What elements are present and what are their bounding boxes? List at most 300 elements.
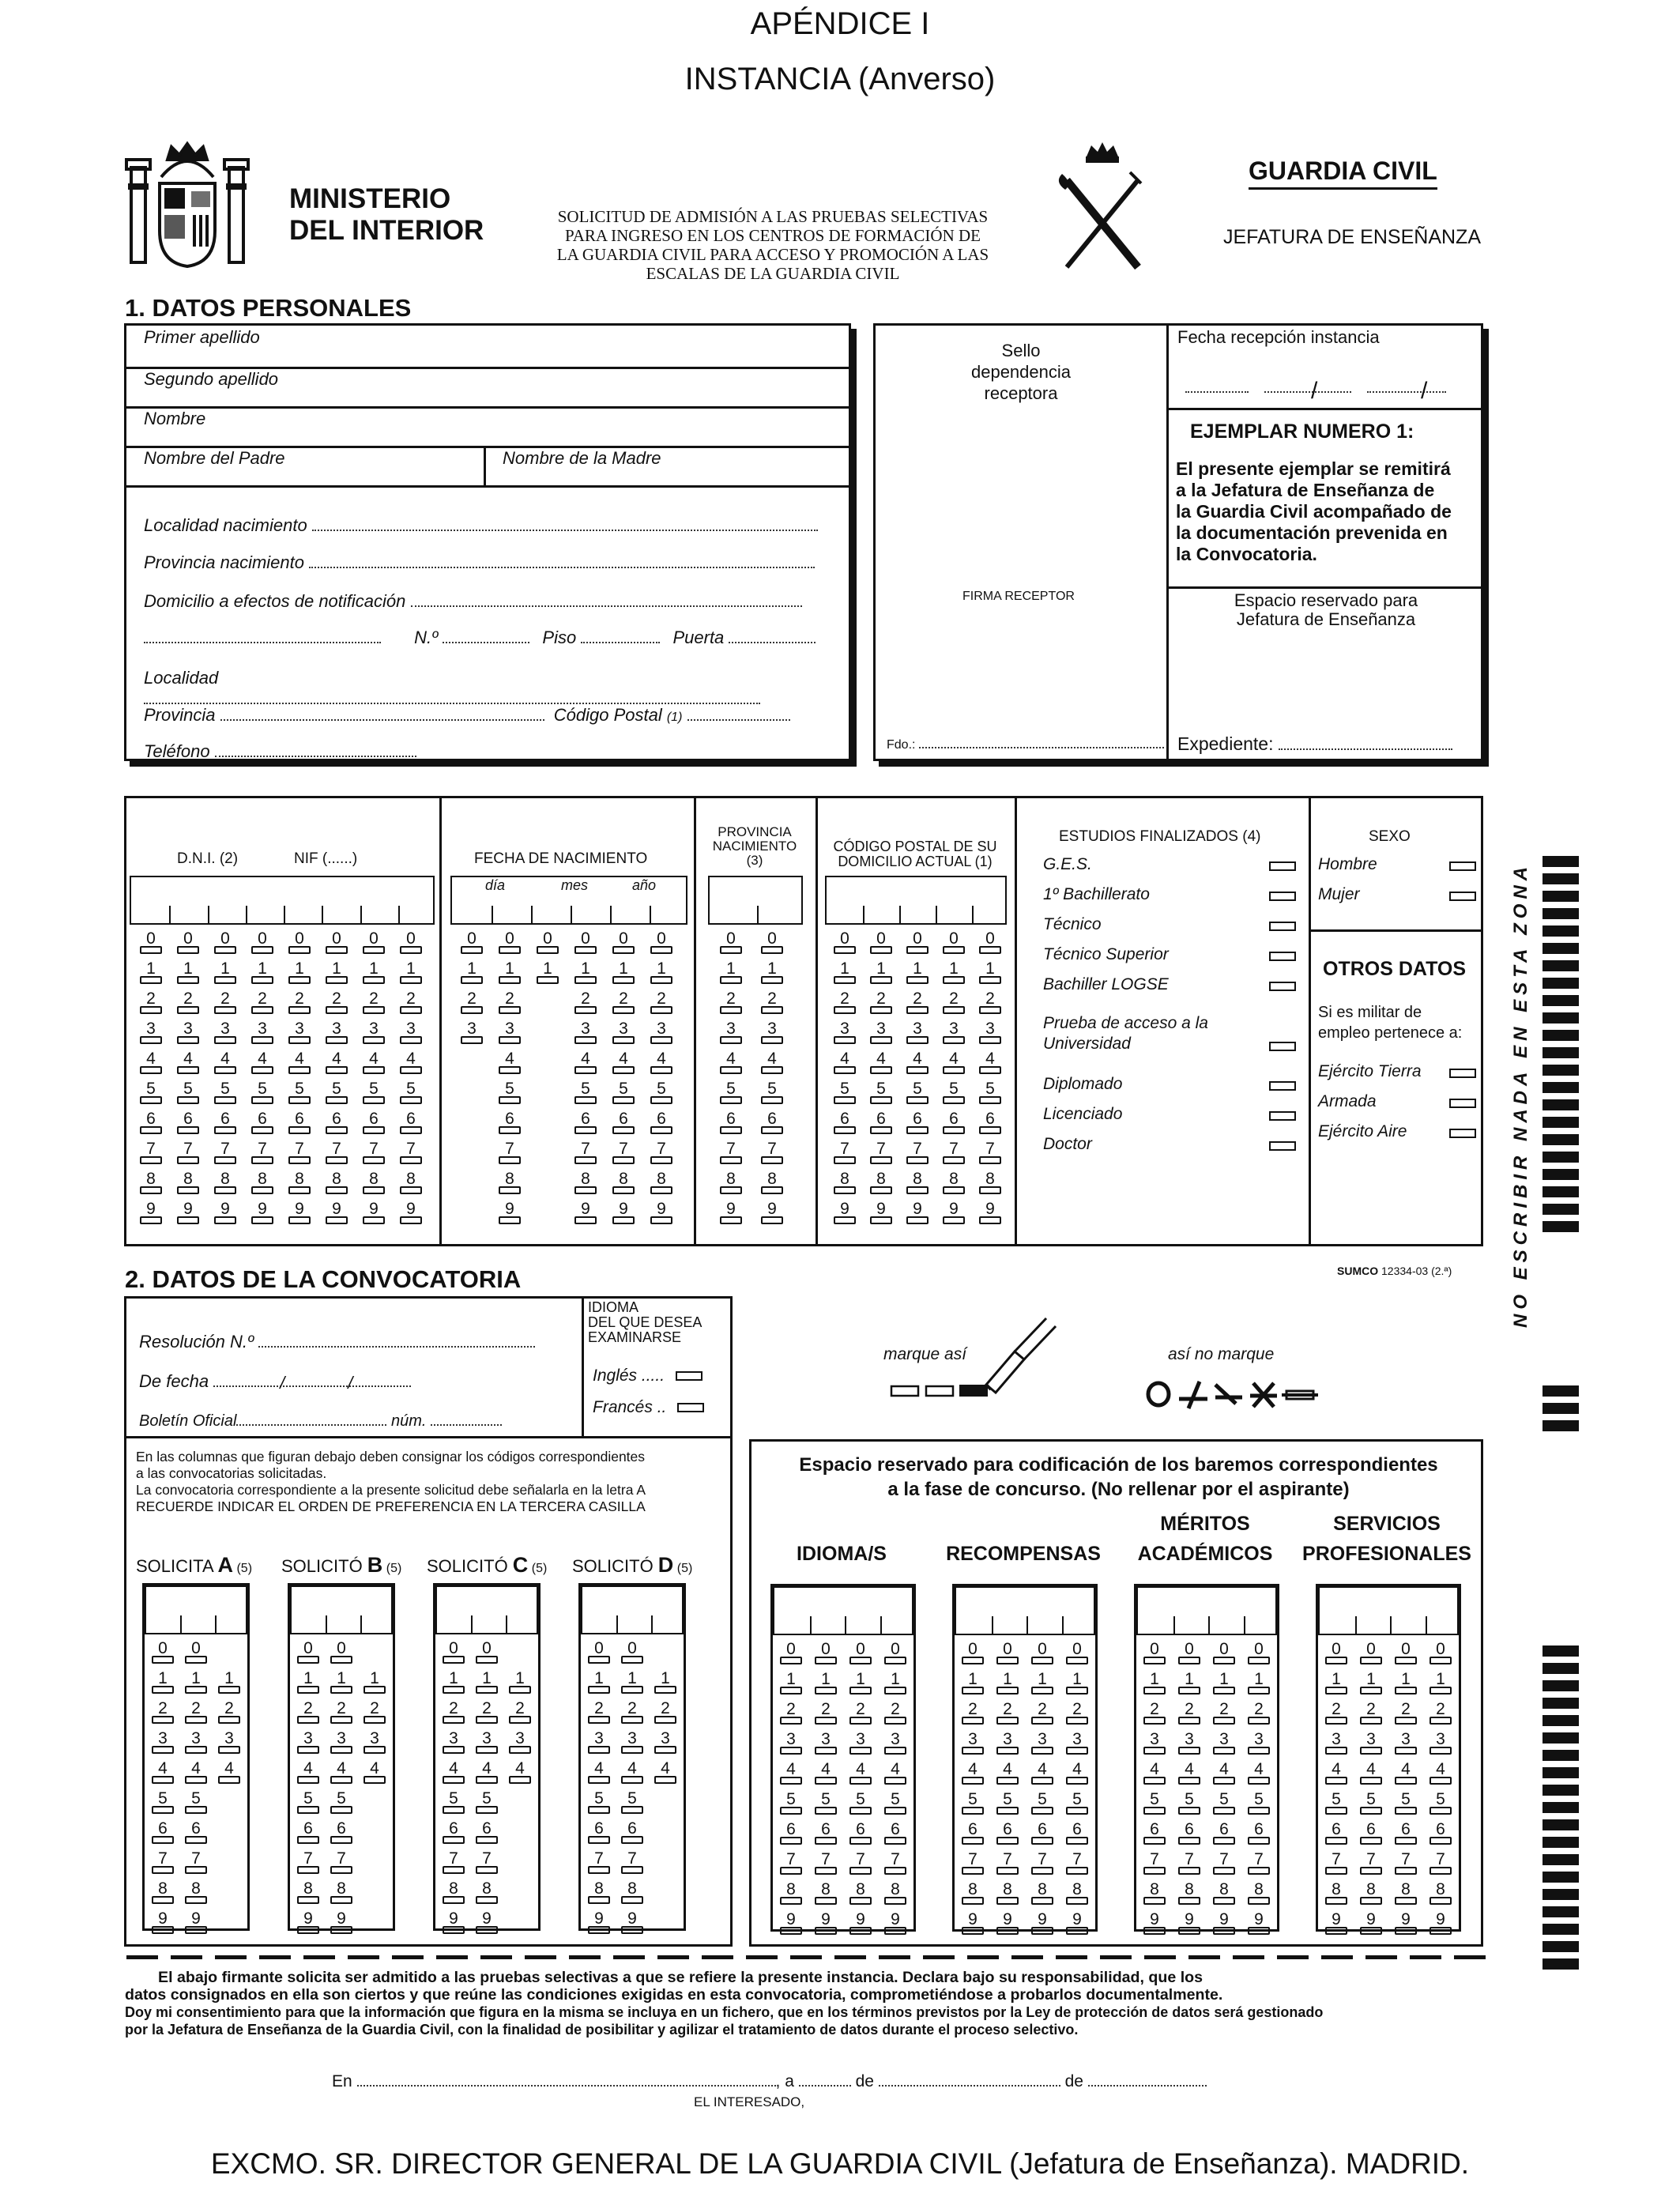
bubble-mark-box[interactable]: [574, 1216, 597, 1224]
omr-bubble-1[interactable]: [759, 961, 785, 986]
bubble-mark-box[interactable]: [884, 1897, 906, 1905]
omr-bubble-7[interactable]: [323, 1141, 350, 1167]
omr-bubble-9[interactable]: [648, 1201, 675, 1227]
bubble-mark-box[interactable]: [943, 1006, 965, 1014]
omr-bubble-3[interactable]: [286, 1021, 313, 1046]
estudio-checkbox[interactable]: [1269, 861, 1296, 871]
omr-bubble-5[interactable]: [904, 1081, 931, 1106]
bubble-mark-box[interactable]: [288, 976, 311, 984]
bubble-mark-box[interactable]: [251, 1096, 273, 1104]
omr-bubble-6[interactable]: [440, 1821, 467, 1846]
bubble-mark-box[interactable]: [1031, 1927, 1053, 1935]
bubble-mark-box[interactable]: [1143, 1657, 1166, 1664]
omr-bubble-9[interactable]: [1176, 1912, 1203, 1937]
omr-bubble-1[interactable]: [458, 961, 485, 986]
omr-bubble-4[interactable]: [812, 1762, 839, 1787]
bubble-mark-box[interactable]: [443, 1926, 465, 1934]
omr-bubble-5[interactable]: [323, 1081, 350, 1106]
bubble-mark-box[interactable]: [288, 1036, 311, 1044]
omr-bubble-0[interactable]: [212, 931, 239, 956]
omr-bubble-6[interactable]: [397, 1111, 424, 1137]
bubble-mark-box[interactable]: [326, 946, 348, 954]
bubble-mark-box[interactable]: [185, 1686, 207, 1694]
cp-entry-box[interactable]: [825, 876, 1007, 925]
bubble-mark-box[interactable]: [185, 1776, 207, 1784]
ejercito-checkbox[interactable]: [1449, 1099, 1476, 1108]
omr-bubble-9[interactable]: [994, 1912, 1021, 1937]
bubble-mark-box[interactable]: [650, 1126, 672, 1134]
bubble-mark-box[interactable]: [621, 1686, 643, 1694]
omr-bubble-8[interactable]: [323, 1171, 350, 1197]
omr-bubble-5[interactable]: [360, 1081, 387, 1106]
omr-bubble-7[interactable]: [812, 1852, 839, 1877]
bubble-mark-box[interactable]: [588, 1836, 610, 1844]
bubble-mark-box[interactable]: [1178, 1717, 1200, 1725]
bubble-mark-box[interactable]: [870, 1036, 892, 1044]
omr-bubble-2[interactable]: [397, 991, 424, 1016]
bubble-mark-box[interactable]: [574, 1096, 597, 1104]
omr-bubble-3[interactable]: [994, 1732, 1021, 1757]
bubble-mark-box[interactable]: [962, 1747, 984, 1755]
sexo-option[interactable]: [1318, 885, 1476, 904]
omr-bubble-3[interactable]: [249, 1021, 276, 1046]
omr-bubble-7[interactable]: [1029, 1852, 1056, 1877]
omr-bubble-6[interactable]: [323, 1111, 350, 1137]
omr-bubble-0[interactable]: [1176, 1642, 1203, 1667]
bubble-mark-box[interactable]: [834, 1186, 856, 1194]
omr-bubble-5[interactable]: [1392, 1792, 1419, 1817]
omr-bubble-0[interactable]: [295, 1641, 322, 1666]
omr-bubble-0[interactable]: [249, 931, 276, 956]
omr-bubble-9[interactable]: [977, 1201, 1004, 1227]
bubble-mark-box[interactable]: [621, 1866, 643, 1874]
field-nombre-madre[interactable]: Nombre de la Madre: [503, 448, 661, 468]
bubble-mark-box[interactable]: [1395, 1897, 1417, 1905]
bubble-mark-box[interactable]: [476, 1656, 498, 1664]
omr-bubble-3[interactable]: [959, 1732, 986, 1757]
omr-bubble-7[interactable]: [940, 1141, 967, 1167]
bubble-mark-box[interactable]: [152, 1896, 174, 1904]
omr-bubble-3[interactable]: [361, 1731, 388, 1756]
bubble-mark-box[interactable]: [870, 1156, 892, 1164]
omr-bubble-0[interactable]: [831, 931, 858, 956]
bubble-mark-box[interactable]: [288, 1096, 311, 1104]
omr-bubble-4[interactable]: [847, 1762, 874, 1787]
omr-bubble-4[interactable]: [994, 1762, 1021, 1787]
omr-bubble-8[interactable]: [904, 1171, 931, 1197]
omr-bubble-7[interactable]: [847, 1852, 874, 1877]
bubble-mark-box[interactable]: [443, 1866, 465, 1874]
omr-bubble-7[interactable]: [572, 1141, 599, 1167]
bubble-mark-box[interactable]: [1395, 1807, 1417, 1815]
bubble-mark-box[interactable]: [509, 1746, 531, 1754]
bubble-mark-box[interactable]: [218, 1776, 240, 1784]
omr-bubble-7[interactable]: [868, 1141, 895, 1167]
ejercito-option[interactable]: [1318, 1092, 1476, 1111]
bubble-mark-box[interactable]: [979, 1096, 1001, 1104]
bubble-mark-box[interactable]: [1143, 1897, 1166, 1905]
bubble-mark-box[interactable]: [996, 1687, 1019, 1695]
omr-bubble-0[interactable]: [940, 931, 967, 956]
omr-bubble-6[interactable]: [1211, 1822, 1237, 1847]
omr-bubble-3[interactable]: [977, 1021, 1004, 1046]
omr-bubble-5[interactable]: [286, 1081, 313, 1106]
bubble-mark-box[interactable]: [288, 946, 311, 954]
bubble-mark-box[interactable]: [1143, 1687, 1166, 1695]
omr-bubble-1[interactable]: [977, 961, 1004, 986]
omr-bubble-6[interactable]: [137, 1111, 164, 1137]
omr-bubble-4[interactable]: [831, 1051, 858, 1076]
omr-bubble-3[interactable]: [1176, 1732, 1203, 1757]
omr-bubble-1[interactable]: [1176, 1672, 1203, 1697]
omr-bubble-1[interactable]: [286, 961, 313, 986]
bubble-mark-box[interactable]: [943, 1096, 965, 1104]
bubble-mark-box[interactable]: [400, 1096, 422, 1104]
estudio-option[interactable]: [1043, 1135, 1296, 1154]
field-nombre[interactable]: Nombre: [144, 409, 206, 428]
omr-bubble-9[interactable]: [328, 1911, 355, 1936]
bubble-mark-box[interactable]: [720, 1126, 742, 1134]
omr-bubble-5[interactable]: [994, 1792, 1021, 1817]
omr-bubble-1[interactable]: [586, 1671, 612, 1696]
bubble-mark-box[interactable]: [400, 946, 422, 954]
omr-bubble-2[interactable]: [648, 991, 675, 1016]
omr-bubble-7[interactable]: [175, 1141, 202, 1167]
omr-bubble-8[interactable]: [212, 1171, 239, 1197]
bubble-mark-box[interactable]: [326, 1216, 348, 1224]
omr-bubble-7[interactable]: [904, 1141, 931, 1167]
bubble-mark-box[interactable]: [588, 1776, 610, 1784]
bubble-mark-box[interactable]: [251, 946, 273, 954]
omr-bubble-4[interactable]: [397, 1051, 424, 1076]
omr-bubble-2[interactable]: [610, 991, 637, 1016]
bubble-mark-box[interactable]: [1143, 1807, 1166, 1815]
solicita-entry-box[interactable]: [435, 1585, 538, 1634]
bubble-mark-box[interactable]: [177, 1216, 199, 1224]
omr-bubble-2[interactable]: [1392, 1702, 1419, 1727]
bubble-mark-box[interactable]: [815, 1717, 837, 1725]
omr-bubble-2[interactable]: [959, 1702, 986, 1727]
bubble-mark-box[interactable]: [650, 1066, 672, 1074]
omr-bubble-9[interactable]: [397, 1201, 424, 1227]
bubble-mark-box[interactable]: [761, 946, 783, 954]
omr-bubble-1[interactable]: [249, 961, 276, 986]
bubble-mark-box[interactable]: [443, 1746, 465, 1754]
bubble-mark-box[interactable]: [720, 1186, 742, 1194]
omr-bubble-4[interactable]: [619, 1761, 646, 1786]
estudio-option[interactable]: [1043, 915, 1296, 934]
omr-bubble-2[interactable]: [718, 991, 744, 1016]
bubble-mark-box[interactable]: [288, 1156, 311, 1164]
omr-bubble-3[interactable]: [295, 1731, 322, 1756]
bubble-mark-box[interactable]: [509, 1776, 531, 1784]
bubble-mark-box[interactable]: [815, 1777, 837, 1785]
bubble-mark-box[interactable]: [363, 1216, 385, 1224]
omr-bubble-7[interactable]: [1064, 1852, 1090, 1877]
omr-bubble-1[interactable]: [175, 961, 202, 986]
omr-bubble-3[interactable]: [458, 1021, 485, 1046]
omr-bubble-9[interactable]: [940, 1201, 967, 1227]
bubble-mark-box[interactable]: [834, 1066, 856, 1074]
omr-bubble-1[interactable]: [882, 1672, 909, 1697]
omr-bubble-9[interactable]: [904, 1201, 931, 1227]
omr-bubble-3[interactable]: [619, 1731, 646, 1756]
bubble-mark-box[interactable]: [780, 1777, 802, 1785]
bubble-mark-box[interactable]: [906, 1126, 929, 1134]
omr-bubble-2[interactable]: [572, 991, 599, 1016]
bubble-mark-box[interactable]: [443, 1896, 465, 1904]
bubble-mark-box[interactable]: [979, 1066, 1001, 1074]
bubble-mark-box[interactable]: [363, 1186, 385, 1194]
omr-bubble-9[interactable]: [323, 1201, 350, 1227]
ejercito-checkbox[interactable]: [1449, 1129, 1476, 1138]
omr-bubble-4[interactable]: [473, 1761, 500, 1786]
bubble-mark-box[interactable]: [330, 1926, 352, 1934]
bubble-mark-box[interactable]: [330, 1896, 352, 1904]
field-resolucion[interactable]: Resolución N.º: [139, 1332, 535, 1352]
bubble-mark-box[interactable]: [612, 1006, 635, 1014]
bubble-mark-box[interactable]: [962, 1897, 984, 1905]
bubble-mark-box[interactable]: [214, 1186, 236, 1194]
bubble-mark-box[interactable]: [588, 1926, 610, 1934]
omr-bubble-3[interactable]: [212, 1021, 239, 1046]
omr-bubble-8[interactable]: [882, 1882, 909, 1907]
bubble-mark-box[interactable]: [1143, 1747, 1166, 1755]
omr-bubble-4[interactable]: [868, 1051, 895, 1076]
omr-bubble-3[interactable]: [648, 1021, 675, 1046]
omr-bubble-5[interactable]: [718, 1081, 744, 1106]
omr-bubble-8[interactable]: [1176, 1882, 1203, 1907]
bubble-mark-box[interactable]: [650, 1216, 672, 1224]
omr-bubble-8[interactable]: [868, 1171, 895, 1197]
bubble-mark-box[interactable]: [650, 1186, 672, 1194]
bubble-mark-box[interactable]: [140, 946, 162, 954]
field-segundo-apellido[interactable]: Segundo apellido: [144, 369, 279, 389]
bubble-mark-box[interactable]: [1213, 1687, 1235, 1695]
bubble-mark-box[interactable]: [400, 1216, 422, 1224]
omr-bubble-4[interactable]: [360, 1051, 387, 1076]
idioma-ingles[interactable]: Inglés .....: [593, 1367, 703, 1385]
bubble-mark-box[interactable]: [906, 946, 929, 954]
omr-bubble-2[interactable]: [759, 991, 785, 1016]
bubble-mark-box[interactable]: [177, 1006, 199, 1014]
omr-bubble-5[interactable]: [1029, 1792, 1056, 1817]
bubble-mark-box[interactable]: [943, 976, 965, 984]
omr-bubble-1[interactable]: [440, 1671, 467, 1696]
bubble-mark-box[interactable]: [326, 1006, 348, 1014]
bubble-mark-box[interactable]: [1248, 1657, 1270, 1664]
bubble-mark-box[interactable]: [815, 1657, 837, 1664]
bubble-mark-box[interactable]: [1395, 1867, 1417, 1875]
bubble-mark-box[interactable]: [761, 1186, 783, 1194]
omr-bubble-1[interactable]: [534, 961, 561, 986]
estudio-option[interactable]: [1043, 1013, 1296, 1054]
omr-bubble-2[interactable]: [323, 991, 350, 1016]
omr-bubble-7[interactable]: [473, 1851, 500, 1876]
omr-bubble-2[interactable]: [295, 1701, 322, 1726]
omr-bubble-1[interactable]: [1211, 1672, 1237, 1697]
bubble-mark-box[interactable]: [326, 1036, 348, 1044]
estudio-checkbox[interactable]: [1269, 922, 1296, 931]
omr-bubble-2[interactable]: [940, 991, 967, 1016]
omr-bubble-2[interactable]: [1427, 1702, 1454, 1727]
bubble-mark-box[interactable]: [761, 1216, 783, 1224]
field-telefono[interactable]: Teléfono: [144, 741, 416, 762]
bubble-mark-box[interactable]: [884, 1807, 906, 1815]
bubble-mark-box[interactable]: [621, 1776, 643, 1784]
bubble-mark-box[interactable]: [884, 1777, 906, 1785]
bubble-mark-box[interactable]: [1360, 1867, 1382, 1875]
bubble-mark-box[interactable]: [834, 1096, 856, 1104]
omr-bubble-9[interactable]: [847, 1912, 874, 1937]
bubble-mark-box[interactable]: [400, 1186, 422, 1194]
bubble-mark-box[interactable]: [363, 1686, 386, 1694]
bubble-mark-box[interactable]: [780, 1687, 802, 1695]
omr-bubble-0[interactable]: [286, 931, 313, 956]
omr-bubble-3[interactable]: [586, 1731, 612, 1756]
omr-bubble-1[interactable]: [473, 1671, 500, 1696]
omr-bubble-0[interactable]: [1323, 1642, 1350, 1667]
bubble-mark-box[interactable]: [849, 1687, 872, 1695]
omr-bubble-8[interactable]: [586, 1881, 612, 1906]
bubble-mark-box[interactable]: [326, 1126, 348, 1134]
bubble-mark-box[interactable]: [499, 1006, 521, 1014]
bubble-mark-box[interactable]: [943, 946, 965, 954]
omr-bubble-7[interactable]: [286, 1141, 313, 1167]
bubble-mark-box[interactable]: [1248, 1897, 1270, 1905]
omr-bubble-4[interactable]: [507, 1761, 533, 1786]
omr-bubble-8[interactable]: [619, 1881, 646, 1906]
omr-bubble-4[interactable]: [977, 1051, 1004, 1076]
omr-bubble-0[interactable]: [1141, 1642, 1168, 1667]
expediente-field[interactable]: Expediente:: [1177, 733, 1452, 755]
omr-bubble-1[interactable]: [361, 1671, 388, 1696]
bubble-mark-box[interactable]: [720, 1096, 742, 1104]
bubble-mark-box[interactable]: [1178, 1747, 1200, 1755]
omr-bubble-8[interactable]: [610, 1171, 637, 1197]
omr-bubble-5[interactable]: [496, 1081, 523, 1106]
bubble-mark-box[interactable]: [834, 976, 856, 984]
omr-bubble-6[interactable]: [868, 1111, 895, 1137]
bubble-mark-box[interactable]: [251, 1156, 273, 1164]
omr-bubble-0[interactable]: [610, 931, 637, 956]
bubble-mark-box[interactable]: [884, 1867, 906, 1875]
bubble-mark-box[interactable]: [621, 1896, 643, 1904]
omr-bubble-9[interactable]: [1029, 1912, 1056, 1937]
bubble-mark-box[interactable]: [363, 1776, 386, 1784]
bubble-mark-box[interactable]: [509, 1686, 531, 1694]
bubble-mark-box[interactable]: [1325, 1927, 1347, 1935]
omr-bubble-5[interactable]: [137, 1081, 164, 1106]
omr-bubble-7[interactable]: [959, 1852, 986, 1877]
omr-bubble-1[interactable]: [652, 1671, 679, 1696]
bubble-mark-box[interactable]: [288, 1216, 311, 1224]
bubble-mark-box[interactable]: [962, 1807, 984, 1815]
bubble-mark-box[interactable]: [1360, 1837, 1382, 1845]
bubble-mark-box[interactable]: [979, 946, 1001, 954]
bubble-mark-box[interactable]: [476, 1746, 498, 1754]
bubble-mark-box[interactable]: [326, 1186, 348, 1194]
omr-bubble-3[interactable]: [868, 1021, 895, 1046]
bubble-mark-box[interactable]: [979, 976, 1001, 984]
bubble-mark-box[interactable]: [906, 1216, 929, 1224]
omr-bubble-5[interactable]: [610, 1081, 637, 1106]
omr-bubble-3[interactable]: [812, 1732, 839, 1757]
bubble-mark-box[interactable]: [330, 1836, 352, 1844]
bubble-mark-box[interactable]: [251, 1006, 273, 1014]
omr-bubble-4[interactable]: [1427, 1762, 1454, 1787]
estudio-option[interactable]: [1043, 945, 1296, 964]
omr-bubble-0[interactable]: [959, 1642, 986, 1667]
bubble-mark-box[interactable]: [870, 1066, 892, 1074]
omr-bubble-2[interactable]: [328, 1701, 355, 1726]
omr-bubble-2[interactable]: [1245, 1702, 1272, 1727]
field-localidad[interactable]: Localidad: [144, 668, 831, 709]
bubble-mark-box[interactable]: [720, 946, 742, 954]
bubble-mark-box[interactable]: [1360, 1777, 1382, 1785]
bubble-mark-box[interactable]: [996, 1897, 1019, 1905]
omr-bubble-5[interactable]: [1427, 1792, 1454, 1817]
bubble-mark-box[interactable]: [288, 1186, 311, 1194]
bubble-mark-box[interactable]: [815, 1807, 837, 1815]
sexo-checkbox[interactable]: [1449, 892, 1476, 901]
omr-bubble-2[interactable]: [847, 1702, 874, 1727]
bubble-mark-box[interactable]: [214, 976, 236, 984]
omr-bubble-4[interactable]: [1358, 1762, 1384, 1787]
bubble-mark-box[interactable]: [906, 1036, 929, 1044]
bubble-mark-box[interactable]: [476, 1866, 498, 1874]
omr-bubble-9[interactable]: [212, 1201, 239, 1227]
bubble-mark-box[interactable]: [815, 1927, 837, 1935]
bubble-mark-box[interactable]: [326, 1066, 348, 1074]
omr-bubble-2[interactable]: [904, 991, 931, 1016]
omr-bubble-4[interactable]: [904, 1051, 931, 1076]
bubble-mark-box[interactable]: [297, 1776, 319, 1784]
omr-bubble-6[interactable]: [1392, 1822, 1419, 1847]
omr-bubble-2[interactable]: [175, 991, 202, 1016]
omr-bubble-2[interactable]: [1323, 1702, 1350, 1727]
bubble-mark-box[interactable]: [499, 1066, 521, 1074]
bubble-mark-box[interactable]: [612, 1036, 635, 1044]
bubble-mark-box[interactable]: [780, 1807, 802, 1815]
omr-bubble-3[interactable]: [1392, 1732, 1419, 1757]
bubble-mark-box[interactable]: [979, 1006, 1001, 1014]
bubble-mark-box[interactable]: [1395, 1837, 1417, 1845]
omr-bubble-9[interactable]: [778, 1912, 804, 1937]
bubble-mark-box[interactable]: [943, 1036, 965, 1044]
omr-bubble-9[interactable]: [619, 1911, 646, 1936]
bubble-mark-box[interactable]: [288, 1126, 311, 1134]
bubble-mark-box[interactable]: [870, 976, 892, 984]
omr-bubble-9[interactable]: [718, 1201, 744, 1227]
omr-bubble-3[interactable]: [183, 1731, 209, 1756]
omr-bubble-2[interactable]: [212, 991, 239, 1016]
omr-bubble-6[interactable]: [1029, 1822, 1056, 1847]
omr-bubble-4[interactable]: [959, 1762, 986, 1787]
bubble-mark-box[interactable]: [185, 1656, 207, 1664]
omr-bubble-3[interactable]: [1358, 1732, 1384, 1757]
omr-bubble-1[interactable]: [619, 1671, 646, 1696]
omr-bubble-5[interactable]: [295, 1791, 322, 1816]
bubble-mark-box[interactable]: [185, 1836, 207, 1844]
omr-bubble-5[interactable]: [977, 1081, 1004, 1106]
bubble-mark-box[interactable]: [621, 1926, 643, 1934]
bubble-mark-box[interactable]: [996, 1867, 1019, 1875]
fdo-field[interactable]: Fdo.:: [887, 738, 1164, 752]
bubble-mark-box[interactable]: [1325, 1657, 1347, 1664]
omr-bubble-0[interactable]: [648, 931, 675, 956]
bubble-mark-box[interactable]: [443, 1806, 465, 1814]
